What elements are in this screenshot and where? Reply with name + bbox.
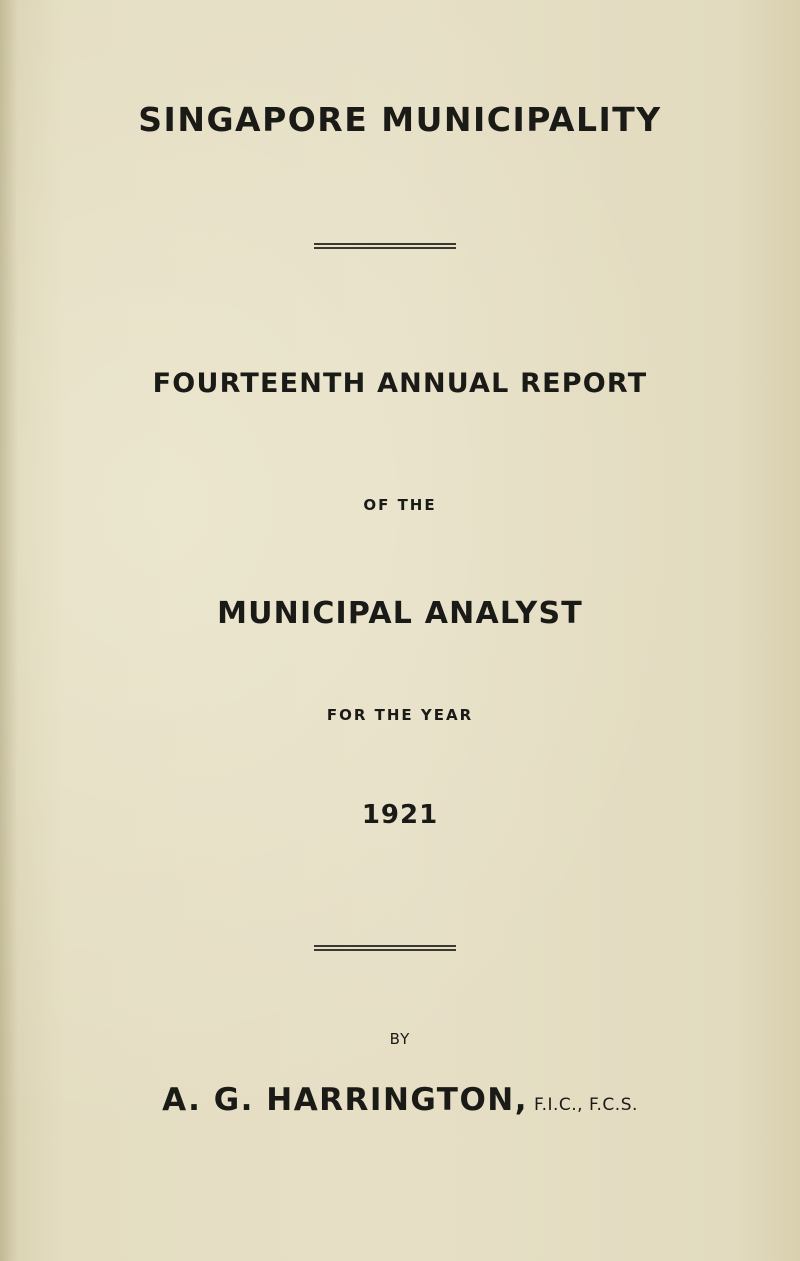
author-name: A. G. HARRINGTON, <box>162 1082 529 1118</box>
double-rule-top <box>314 243 456 250</box>
for-the-year-text: FOR THE YEAR <box>326 706 474 724</box>
office-title: MUNICIPAL ANALYST <box>217 596 583 631</box>
by-text: BY <box>389 1030 411 1048</box>
document-title: SINGAPORE MUNICIPALITY <box>138 100 662 139</box>
report-year: 1921 <box>361 800 439 830</box>
double-rule-bottom <box>314 945 456 952</box>
author-line <box>0 1082 800 1118</box>
of-the-text: OF THE <box>363 496 437 514</box>
author-qualifications: F.I.C., F.C.S. <box>534 1095 638 1115</box>
report-title: FOURTEENTH ANNUAL REPORT <box>152 368 648 399</box>
